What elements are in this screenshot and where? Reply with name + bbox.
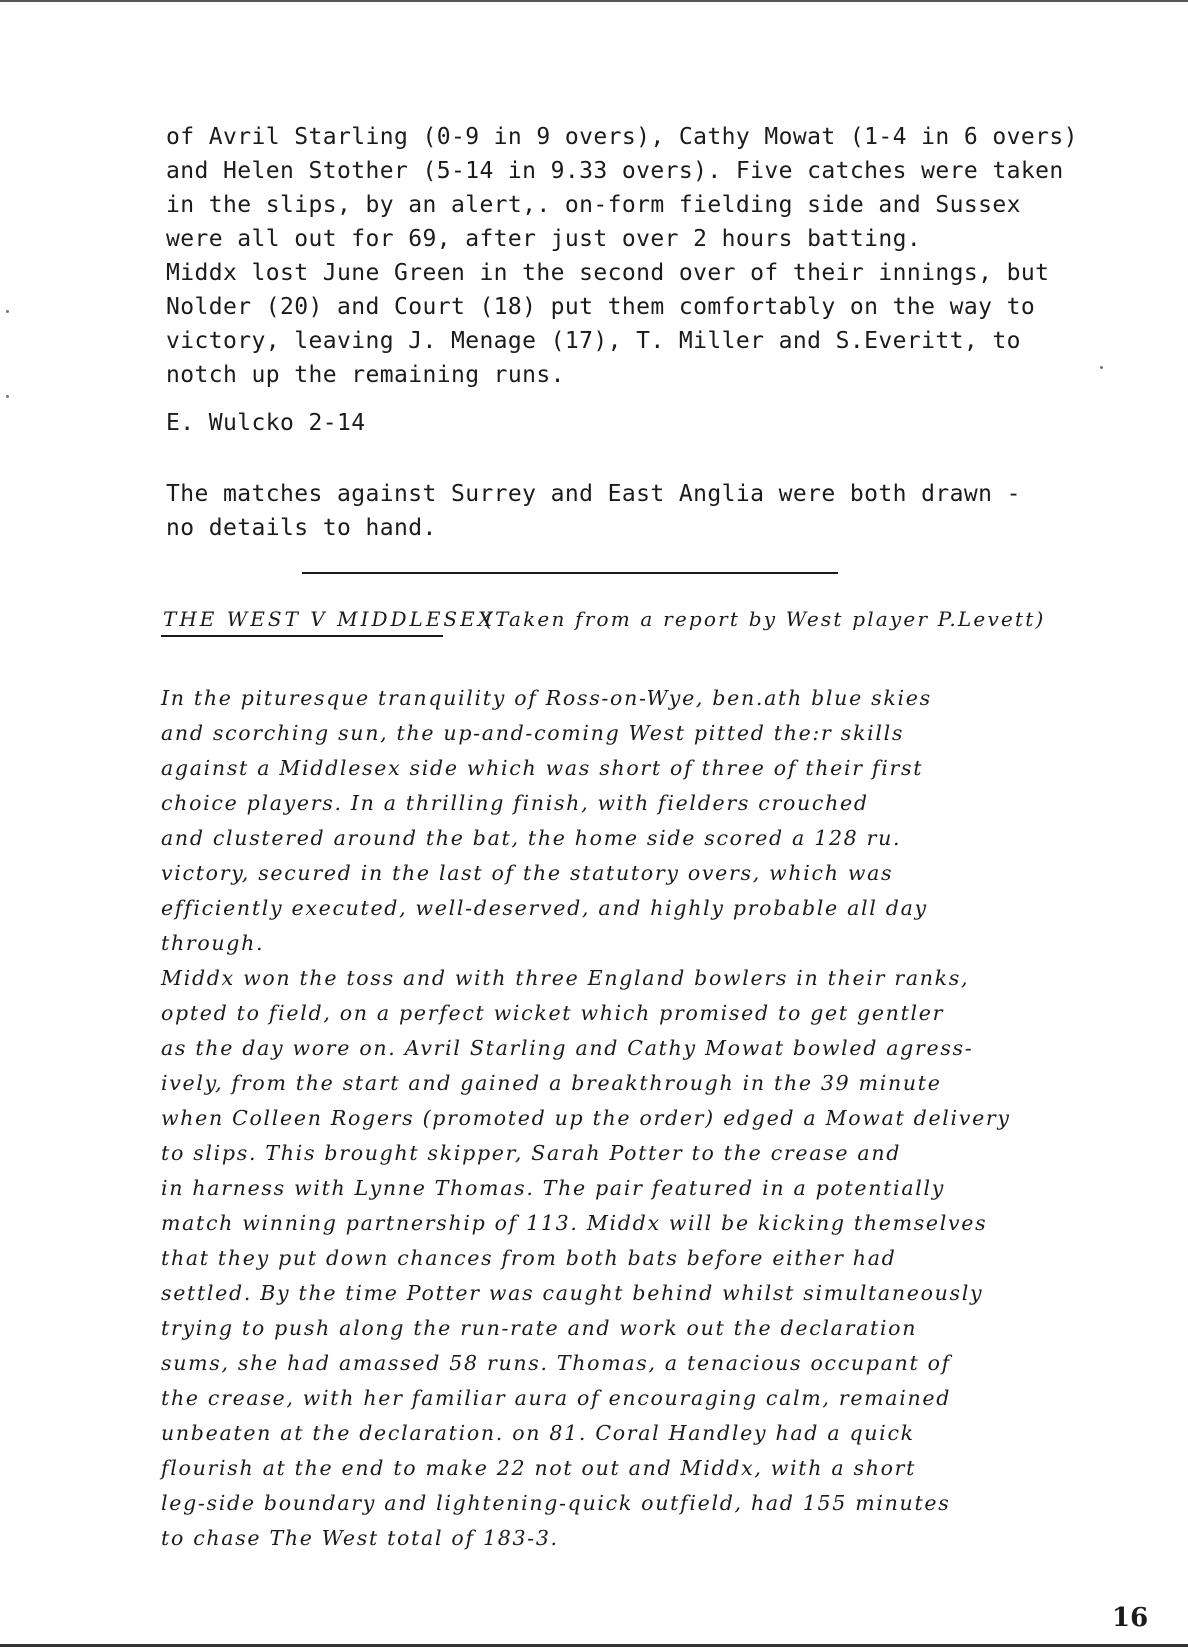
text-line: match winning partnership of 113. Middx will be kicking themselves [161,1211,988,1235]
text-line: settled. By the time Potter was caught behind whilst simultaneously [161,1281,984,1305]
drawn-note-line: no details to hand. [166,515,437,541]
text-line: against a Middlesex side which was short of three of their first [161,756,924,780]
text-line: trying to push along the run-rate and work out the declaration [161,1316,918,1340]
heading-underline [161,635,443,637]
text-line: that they put down chances from both bats before either had [161,1246,897,1270]
text-line: in the slips, by an alert,. on-form fielding side and Sussex [166,192,1021,218]
text-line: notch up the remaining runs. [166,362,565,388]
speck [6,310,9,313]
section-title: THE WEST V MIDDLESEX [163,607,495,631]
text-line: Middx lost June Green in the second over of their innings, but [166,260,1050,286]
text-line: were all out for 69, after just over 2 hours batting. [166,226,922,252]
text-line: through. [161,931,265,955]
text-line: to slips. This brought skipper, Sarah Potter to the crease and [161,1141,902,1165]
text-line: to chase The West total of 183-3. [161,1526,559,1550]
section-source-note: (Taken from a report by West player P.Levett) [485,607,1046,631]
text-line: Middx won the toss and with three England bowlers in their ranks, [161,966,970,990]
text-line: victory, leaving J. Menage (17), T. Miller and S.Everitt, to [166,328,1021,354]
text-line: In the pituresque tranquility of Ross-on-Wye, ben.ath blue skies [161,686,932,710]
text-line: Nolder (20) and Court (18) put them comfortably on the way to [166,294,1036,320]
top-edge-line [0,0,1188,2]
section-heading [163,607,495,631]
text-line: efficiently executed, well-deserved, and highly probable all day [161,896,928,920]
text-line: in harness with Lynne Thomas. The pair featured in a potentially [161,1176,946,1200]
text-line: the crease, with her familiar aura of encouraging calm, remained [161,1386,952,1410]
text-line: victory, secured in the last of the statutory overs, which was [161,861,894,885]
text-line: ively, from the start and gained a breakthrough in the 39 minute [161,1071,942,1095]
speck [6,395,9,398]
text-line: and clustered around the bat, the home side scored a 128 ru. [161,826,902,850]
text-line: sums, she had amassed 58 runs. Thomas, a tenacious occupant of [161,1351,951,1375]
text-line: unbeaten at the declaration. on 81. Coral Handley had a quick [161,1421,915,1445]
text-line: as the day wore on. Avril Starling and Cathy Mowat bowled agress- [161,1036,974,1060]
text-line: leg-side boundary and lightening-quick outfield, had 155 minutes [161,1491,951,1515]
drawn-note-line: The matches against Surrey and East Anglia were both drawn - [166,481,1021,507]
text-line: opted to field, on a perfect wicket which promised to get gentler [161,1001,945,1025]
speck [1100,366,1103,369]
text-line: flourish at the end to make 22 not out and Middx, with a short [161,1456,917,1480]
text-line: and scorching sun, the up-and-coming West pitted the:r skills [161,721,905,745]
text-line: and Helen Stother (5-14 in 9.33 overs). Five catches were taken [166,158,1064,184]
text-line: of Avril Starling (0-9 in 9 overs), Cathy Mowat (1-4 in 6 overs) [166,124,1078,150]
text-line: when Colleen Rogers (promoted up the order) edged a Mowat delivery [161,1106,1011,1130]
bowling-figures: E. Wulcko 2-14 [166,410,366,436]
text-line: choice players. In a thrilling finish, with fielders crouched [161,791,869,815]
page-number: 16 [1112,1603,1149,1633]
section-divider [302,572,838,574]
